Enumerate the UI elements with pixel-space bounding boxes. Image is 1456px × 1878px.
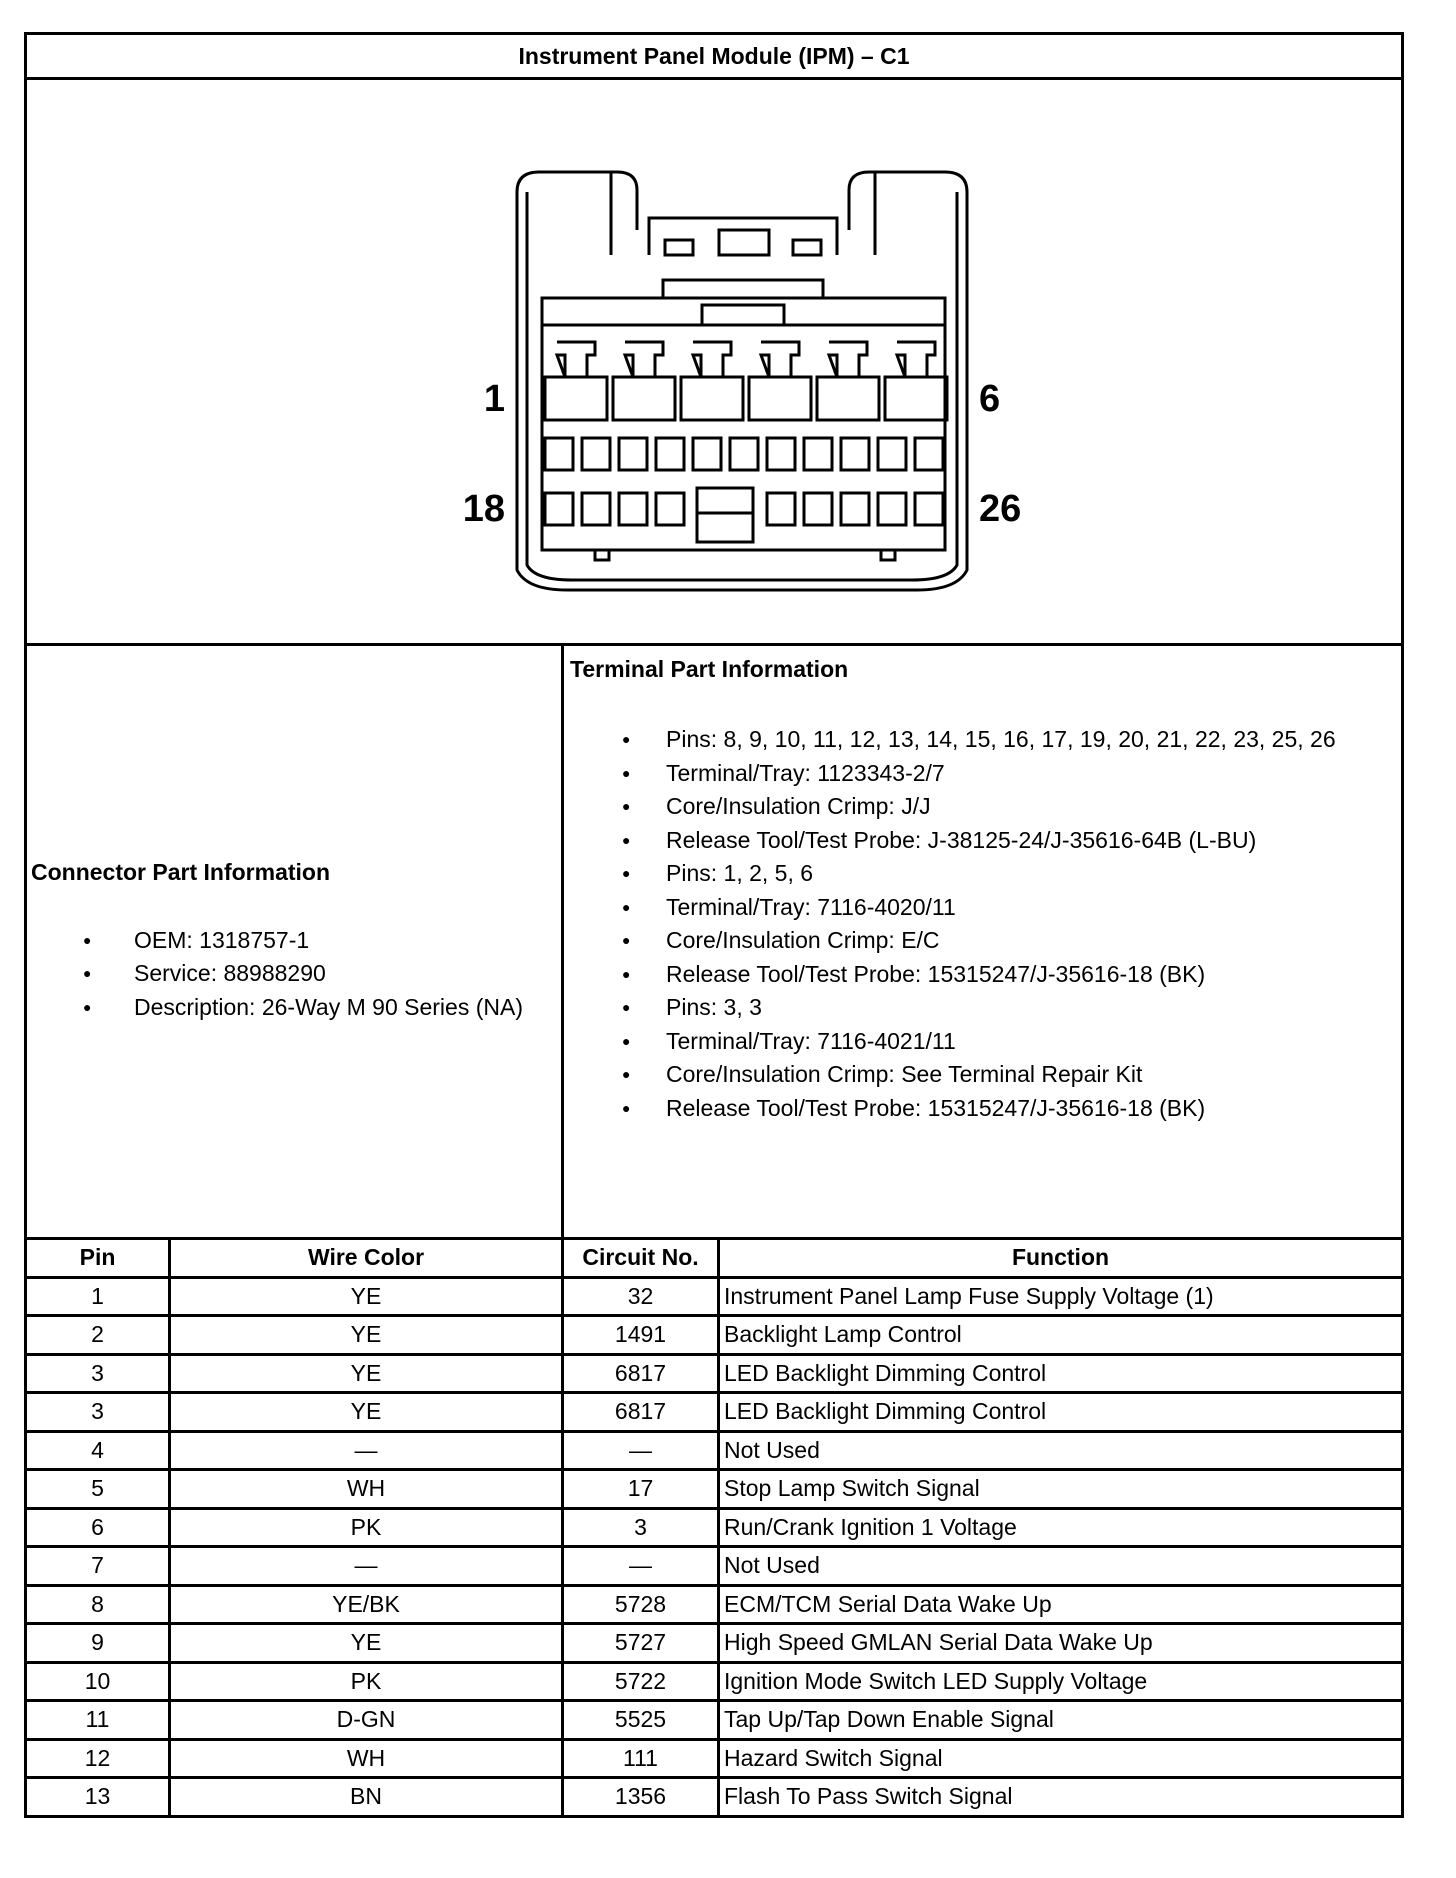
cell-wire-color: — xyxy=(170,1431,563,1470)
cell-pin: 3 xyxy=(26,1354,170,1393)
connector-face-drawing xyxy=(27,80,1401,643)
cell-pin: 8 xyxy=(26,1585,170,1624)
connector-part-info xyxy=(27,646,564,1237)
cell-function: Tap Up/Tap Down Enable Signal xyxy=(719,1701,1403,1740)
cell-pin: 3 xyxy=(26,1393,170,1432)
table-row xyxy=(26,1547,1403,1586)
cell-function: Not Used xyxy=(719,1431,1403,1470)
cell-wire-color: D-GN xyxy=(170,1701,563,1740)
connector-description: ● Description: 26-Way M 90 Series (NA) xyxy=(31,991,561,1025)
cell-wire-color: YE xyxy=(170,1354,563,1393)
page-title: Instrument Panel Module (IPM) – C1 xyxy=(27,35,1401,80)
table-row xyxy=(26,1393,1403,1432)
cell-circuit-no: — xyxy=(563,1547,719,1586)
connector-info-heading: Connector Part Information xyxy=(31,858,331,885)
terminal-pins: ● Pins: 3, 3 xyxy=(570,991,1401,1025)
cell-function: Backlight Lamp Control xyxy=(719,1316,1403,1355)
cell-circuit-no: 6817 xyxy=(563,1354,719,1393)
terminal-tray: ● Terminal/Tray: 7116-4021/11 xyxy=(570,1025,1401,1059)
cell-wire-color: YE xyxy=(170,1624,563,1663)
cell-function: Instrument Panel Lamp Fuse Supply Voltage (1) xyxy=(719,1277,1403,1316)
connector-figure xyxy=(27,80,1401,646)
table-row xyxy=(26,1470,1403,1509)
cell-wire-color: YE/BK xyxy=(170,1585,563,1624)
pin-label-6: 6 xyxy=(979,378,1001,420)
cell-circuit-no: 5525 xyxy=(563,1701,719,1740)
cell-pin: 9 xyxy=(26,1624,170,1663)
small-cavity-row-upper xyxy=(545,438,943,470)
header-function: Function xyxy=(719,1240,1403,1277)
cell-function: LED Backlight Dimming Control xyxy=(719,1354,1403,1393)
cell-function: Ignition Mode Switch LED Supply Voltage xyxy=(719,1662,1403,1701)
terminal-tray: ● Terminal/Tray: 7116-4020/11 xyxy=(570,891,1401,925)
cell-pin: 13 xyxy=(26,1778,170,1817)
header-circuit-no: Circuit No. xyxy=(563,1240,719,1277)
connector-info-list xyxy=(31,924,561,1025)
cell-wire-color: WH xyxy=(170,1470,563,1509)
table-row xyxy=(26,1624,1403,1663)
cell-pin: 11 xyxy=(26,1701,170,1740)
terminal-crimp: ● Core/Insulation Crimp: See Terminal Repair Kit xyxy=(570,1058,1401,1092)
table-header-row xyxy=(26,1240,1403,1277)
terminal-release-tool: ● Release Tool/Test Probe: J-38125-24/J-35616-64B (L-BU) xyxy=(570,824,1401,858)
cell-circuit-no: 1491 xyxy=(563,1316,719,1355)
terminal-pins: ● Pins: 8, 9, 10, 11, 12, 13, 14, 15, 16, 17, 19, 20, 21, 22, 23, 25, 26 xyxy=(570,723,1401,757)
cell-pin: 6 xyxy=(26,1508,170,1547)
header-pin: Pin xyxy=(26,1240,170,1277)
pin-label-18: 18 xyxy=(462,488,505,530)
table-row xyxy=(26,1778,1403,1817)
pin-label-26: 26 xyxy=(979,488,1022,530)
cell-circuit-no: 5722 xyxy=(563,1662,719,1701)
table-row xyxy=(26,1277,1403,1316)
cell-circuit-no: 32 xyxy=(563,1277,719,1316)
cell-function: Hazard Switch Signal xyxy=(719,1739,1403,1778)
cell-circuit-no: 111 xyxy=(563,1739,719,1778)
cell-circuit-no: — xyxy=(563,1431,719,1470)
connector-latch xyxy=(649,218,837,255)
cell-wire-color: YE xyxy=(170,1393,563,1432)
terminal-pins: ● Pins: 1, 2, 5, 6 xyxy=(570,857,1401,891)
part-information xyxy=(27,646,1401,1240)
cell-wire-color: YE xyxy=(170,1316,563,1355)
cell-function: Flash To Pass Switch Signal xyxy=(719,1778,1403,1817)
cell-pin: 4 xyxy=(26,1431,170,1470)
cell-function: Run/Crank Ignition 1 Voltage xyxy=(719,1508,1403,1547)
small-cavity-row-lower xyxy=(545,488,943,542)
table-row xyxy=(26,1739,1403,1778)
cell-wire-color: BN xyxy=(170,1778,563,1817)
header-wire-color: Wire Color xyxy=(170,1240,563,1277)
table-row xyxy=(26,1662,1403,1701)
cell-wire-color: PK xyxy=(170,1508,563,1547)
cell-wire-color: — xyxy=(170,1547,563,1586)
cell-wire-color: YE xyxy=(170,1277,563,1316)
terminal-release-tool: ● Release Tool/Test Probe: 15315247/J-35616-18 (BK) xyxy=(570,1092,1401,1126)
terminal-crimp: ● Core/Insulation Crimp: J/J xyxy=(570,790,1401,824)
cell-function: LED Backlight Dimming Control xyxy=(719,1393,1403,1432)
sheet-frame xyxy=(24,32,1404,1240)
terminal-info-heading: Terminal Part Information xyxy=(570,656,849,682)
cell-function: ECM/TCM Serial Data Wake Up xyxy=(719,1585,1403,1624)
cell-circuit-no: 1356 xyxy=(563,1778,719,1817)
terminal-crimp: ● Core/Insulation Crimp: E/C xyxy=(570,924,1401,958)
cell-circuit-no: 5728 xyxy=(563,1585,719,1624)
cell-circuit-no: 3 xyxy=(563,1508,719,1547)
pin-label-1: 1 xyxy=(483,378,505,420)
terminal-group-3 xyxy=(570,991,1401,1125)
pinout-rows xyxy=(26,1277,1403,1816)
connector-service: ● Service: 88988290 xyxy=(31,957,561,991)
terminal-release-tool: ● Release Tool/Test Probe: 15315247/J-35616-18 (BK) xyxy=(570,958,1401,992)
cell-circuit-no: 6817 xyxy=(563,1393,719,1432)
terminal-group-2 xyxy=(570,857,1401,991)
cell-wire-color: PK xyxy=(170,1662,563,1701)
table-row xyxy=(26,1354,1403,1393)
connector-oem: ● OEM: 1318757-1 xyxy=(31,924,561,958)
table-row xyxy=(26,1316,1403,1355)
cell-pin: 7 xyxy=(26,1547,170,1586)
cell-function: Stop Lamp Switch Signal xyxy=(719,1470,1403,1509)
table-row xyxy=(26,1508,1403,1547)
cell-circuit-no: 5727 xyxy=(563,1624,719,1663)
terminal-tray: ● Terminal/Tray: 1123343-2/7 xyxy=(570,757,1401,791)
cell-pin: 12 xyxy=(26,1739,170,1778)
cell-pin: 1 xyxy=(26,1277,170,1316)
cell-circuit-no: 17 xyxy=(563,1470,719,1509)
cell-pin: 10 xyxy=(26,1662,170,1701)
terminal-group-1 xyxy=(570,723,1401,857)
cell-pin: 2 xyxy=(26,1316,170,1355)
table-row xyxy=(26,1431,1403,1470)
cell-wire-color: WH xyxy=(170,1739,563,1778)
cell-pin: 5 xyxy=(26,1470,170,1509)
cell-function: High Speed GMLAN Serial Data Wake Up xyxy=(719,1624,1403,1663)
pinout-table xyxy=(24,1240,1404,1818)
terminal-part-info xyxy=(564,646,1401,1237)
table-row xyxy=(26,1585,1403,1624)
table-row xyxy=(26,1701,1403,1740)
connector-sheet xyxy=(24,32,1404,1818)
large-cavity-row xyxy=(545,342,947,420)
cell-function: Not Used xyxy=(719,1547,1403,1586)
